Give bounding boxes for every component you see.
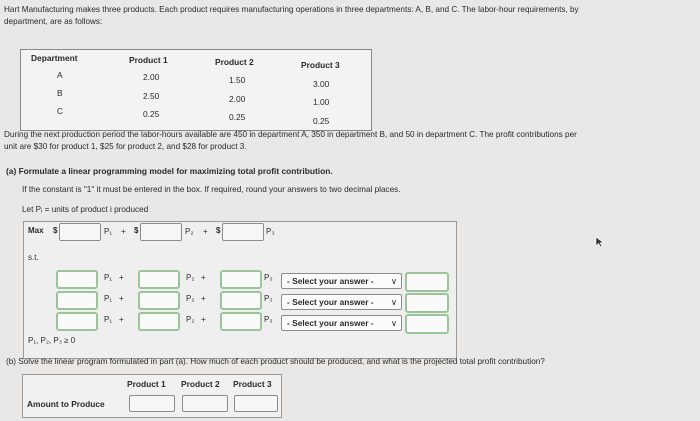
solution-header-product-1: Product 1 bbox=[127, 379, 166, 389]
constraint-1-coef-p3-input[interactable] bbox=[220, 270, 262, 289]
amount-product-3-input[interactable] bbox=[234, 395, 278, 412]
lp-model-panel bbox=[23, 221, 457, 359]
objective-dollar-3: $ bbox=[216, 226, 221, 235]
constraint-2-relation-select[interactable] bbox=[281, 294, 402, 310]
chevron-down-icon: ∨ bbox=[390, 276, 397, 286]
constraint-2-coef-p3-input[interactable] bbox=[220, 291, 262, 310]
objective-coef-p1-input[interactable] bbox=[59, 223, 101, 241]
constraint-3-rhs-input[interactable] bbox=[405, 314, 449, 334]
nonnegativity-constraint: P₁, P₂, P₃ ≥ 0 bbox=[28, 336, 76, 345]
constraint-1-relation-value: - Select your answer - bbox=[287, 276, 374, 286]
constraint-2-plus-1: + bbox=[119, 294, 124, 303]
row-a-p1: 2.00 bbox=[143, 72, 160, 82]
variable-definition: Let Pᵢ = units of product i produced bbox=[22, 205, 149, 214]
constraint-1-relation-select[interactable] bbox=[281, 273, 402, 289]
objective-p1-label: P₁ bbox=[104, 227, 113, 236]
row-b-p1: 2.50 bbox=[143, 91, 160, 101]
constraint-1-plus-2: + bbox=[201, 273, 206, 282]
constraint-2-coef-p2-input[interactable] bbox=[138, 291, 180, 310]
constraint-2-rhs-input[interactable] bbox=[405, 293, 449, 313]
solution-table bbox=[22, 374, 282, 418]
constraint-1-coef-p2-input[interactable] bbox=[138, 270, 180, 289]
constraint-1-p1-label: P₁ bbox=[104, 273, 113, 282]
constraint-1-p2-label: P₂ bbox=[186, 273, 195, 282]
chevron-down-icon: ∨ bbox=[390, 318, 397, 328]
problem-intro bbox=[4, 4, 696, 28]
amount-to-produce-label: Amount to Produce bbox=[27, 399, 105, 409]
constraint-3-plus-1: + bbox=[119, 315, 124, 324]
row-c-p3: 0.25 bbox=[313, 116, 330, 126]
objective-coef-p2-input[interactable] bbox=[140, 223, 182, 241]
solution-header-product-3: Product 3 bbox=[233, 379, 272, 389]
constraint-1-p3-label: P₃ bbox=[264, 273, 273, 282]
part-a-instruction: If the constant is "1" it must be entered in the box. If required, round your answers to two decimal places. bbox=[22, 185, 401, 194]
row-b-p3: 1.00 bbox=[313, 97, 330, 107]
objective-dollar-1: $ bbox=[53, 226, 58, 235]
col-header-product-2: Product 2 bbox=[215, 57, 254, 67]
constraint-3-p1-label: P₁ bbox=[104, 315, 113, 324]
objective-coef-p3-input[interactable] bbox=[222, 223, 264, 241]
part-b-question: (b) Solve the linear program formulated in part (a). How much of each product should be produced, and what is the projected total profit contribution? bbox=[6, 357, 545, 366]
solution-header-product-2: Product 2 bbox=[181, 379, 220, 389]
constraint-2-p1-label: P₁ bbox=[104, 294, 113, 303]
objective-plus-2: + bbox=[203, 227, 208, 236]
max-label: Max bbox=[28, 226, 44, 235]
constraint-1-plus-1: + bbox=[119, 273, 124, 282]
intro-line-2: department, are as follows: bbox=[4, 17, 103, 26]
objective-dollar-2: $ bbox=[134, 226, 139, 235]
intro-line-1: Hart Manufacturing makes three products. Each product requires manufacturing operations in three departments: A, B, and C. The labor-hour requirements, by bbox=[4, 5, 579, 14]
constraint-2-p2-label: P₂ bbox=[186, 294, 195, 303]
subject-to-label: s.t. bbox=[28, 253, 39, 262]
constraint-3-coef-p3-input[interactable] bbox=[220, 312, 262, 331]
part-a-title: (a) Formulate a linear programming model for maximizing total profit contribution. bbox=[6, 166, 333, 176]
constraint-2-coef-p1-input[interactable] bbox=[56, 291, 98, 310]
constraint-3-p2-label: P₂ bbox=[186, 315, 195, 324]
constraint-3-relation-select[interactable] bbox=[281, 315, 402, 331]
cursor-icon bbox=[595, 236, 605, 248]
row-c-p2: 0.25 bbox=[229, 112, 246, 122]
constraint-3-p3-label: P₃ bbox=[264, 315, 273, 324]
row-a-dept: A bbox=[57, 70, 63, 80]
row-a-p3: 3.00 bbox=[313, 79, 330, 89]
constraint-2-relation-value: - Select your answer - bbox=[287, 297, 374, 307]
constraint-3-relation-value: - Select your answer - bbox=[287, 318, 374, 328]
availability-line-2: unit are $30 for product 1, $25 for product 2, and $28 for product 3. bbox=[4, 142, 247, 151]
amount-product-2-input[interactable] bbox=[182, 395, 228, 412]
col-header-product-3: Product 3 bbox=[301, 60, 340, 70]
col-header-product-1: Product 1 bbox=[129, 55, 168, 65]
objective-plus-1: + bbox=[121, 227, 126, 236]
amount-product-1-input[interactable] bbox=[129, 395, 175, 412]
constraint-3-coef-p2-input[interactable] bbox=[138, 312, 180, 331]
row-b-dept: B bbox=[57, 88, 63, 98]
row-c-dept: C bbox=[57, 106, 64, 116]
col-header-department: Department bbox=[31, 53, 78, 63]
constraint-2-p3-label: P₃ bbox=[264, 294, 273, 303]
availability-line-1: During the next production period the labor-hours available are 450 in department A, 350 in department B, and 50 in department C. The profit contributions per bbox=[4, 130, 577, 139]
constraint-1-rhs-input[interactable] bbox=[405, 272, 449, 292]
availability-text bbox=[4, 129, 698, 153]
labor-hours-table bbox=[20, 49, 372, 131]
row-a-p2: 1.50 bbox=[229, 75, 246, 85]
constraint-2-plus-2: + bbox=[201, 294, 206, 303]
objective-p2-label: P₂ bbox=[185, 227, 194, 236]
row-b-p2: 2.00 bbox=[229, 94, 246, 104]
objective-p3-label: P₃ bbox=[266, 227, 275, 236]
row-c-p1: 0.25 bbox=[143, 109, 160, 119]
chevron-down-icon: ∨ bbox=[390, 297, 397, 307]
constraint-3-coef-p1-input[interactable] bbox=[56, 312, 98, 331]
constraint-1-coef-p1-input[interactable] bbox=[56, 270, 98, 289]
constraint-3-plus-2: + bbox=[201, 315, 206, 324]
